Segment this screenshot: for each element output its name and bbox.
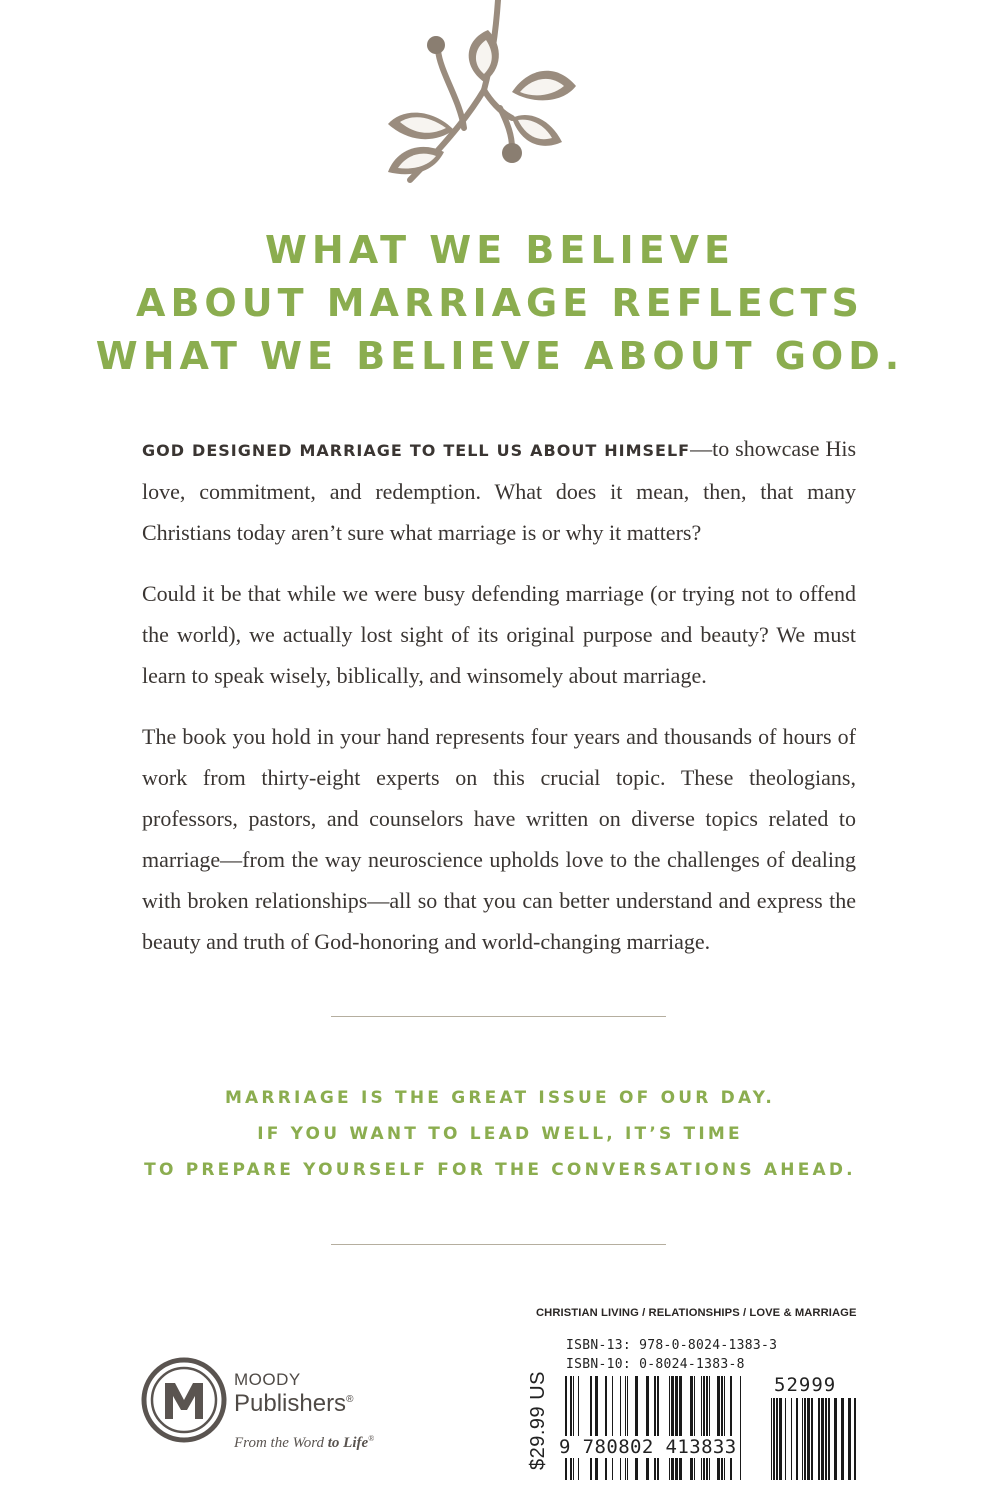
callout <box>0 1080 1000 1188</box>
price-label: $29.99 US <box>527 1370 549 1470</box>
headline <box>0 224 1000 383</box>
tagline-suffix: to Life <box>327 1435 369 1451</box>
tagline-prefix: From the Word <box>234 1435 328 1451</box>
callout-line: MARRIAGE IS THE GREAT ISSUE OF OUR DAY. <box>224 1088 776 1108</box>
registered-mark: ® <box>346 1394 354 1405</box>
description-paragraph-1 <box>142 428 856 553</box>
isbn-10: ISBN-10: 0-8024-1383-8 <box>566 1357 745 1372</box>
barcode-digits: 9 780802 413833 <box>556 1436 740 1458</box>
moody-m-logo-icon <box>140 1356 228 1444</box>
headline-line: ABOUT MARRIAGE REFLECTS <box>136 281 864 325</box>
callout-line: TO PREPARE YOURSELF FOR THE CONVERSATIONS AHEAD. <box>144 1160 856 1180</box>
publisher-tagline <box>234 1434 374 1452</box>
headline-line: WHAT WE BELIEVE ABOUT GOD. <box>95 334 905 378</box>
publisher-name: Publishers <box>234 1390 347 1417</box>
callout-line: IF YOU WANT TO LEAD WELL, IT’S TIME <box>257 1124 743 1144</box>
description-lead: GOD DESIGNED MARRIAGE TO TELL US ABOUT HIMSELF <box>142 441 691 460</box>
description-paragraph-1-text: —to showcase His love, commitment, and redemption. What does it mean, then, that many Christians today aren’t sure what marriage is or why it matters? <box>142 436 857 545</box>
tagline-mark: ® <box>368 1434 375 1443</box>
publisher-name-top: MOODY <box>234 1370 301 1389</box>
headline-line: WHAT WE BELIEVE <box>264 228 736 272</box>
isbn-13: ISBN-13: 978-0-8024-1383-3 <box>566 1338 778 1353</box>
description-body <box>142 428 856 982</box>
category-label: CHRISTIAN LIVING / RELATIONSHIPS / LOVE & MARRIAGE <box>536 1307 857 1319</box>
description-paragraph-3: The book you hold in your hand represents four years and thousands of hours of work from thirty-eight experts on this crucial topic. These theologians, professors, pastors, and counselors have written on diverse topics related to marriage—from the way neuroscience upholds love to the challenges of dealing with broken relationships—all so that you can better understand and express the beauty and truth of God-honoring and world-changing marriage. <box>142 724 856 954</box>
divider <box>331 1244 666 1245</box>
description-paragraph-2: Could it be that while we were busy defending marriage (or trying not to offend the world), we actually lost sight of its original purpose and beauty? We must learn to speak wisely, biblically, and winsomely about marriage. <box>142 581 856 688</box>
divider <box>331 1016 666 1017</box>
olive-branch-icon <box>380 0 620 190</box>
publisher-name-bottom <box>234 1390 353 1418</box>
publisher-logo <box>140 1356 460 1466</box>
barcode-addon-digits: 52999 <box>774 1374 837 1396</box>
